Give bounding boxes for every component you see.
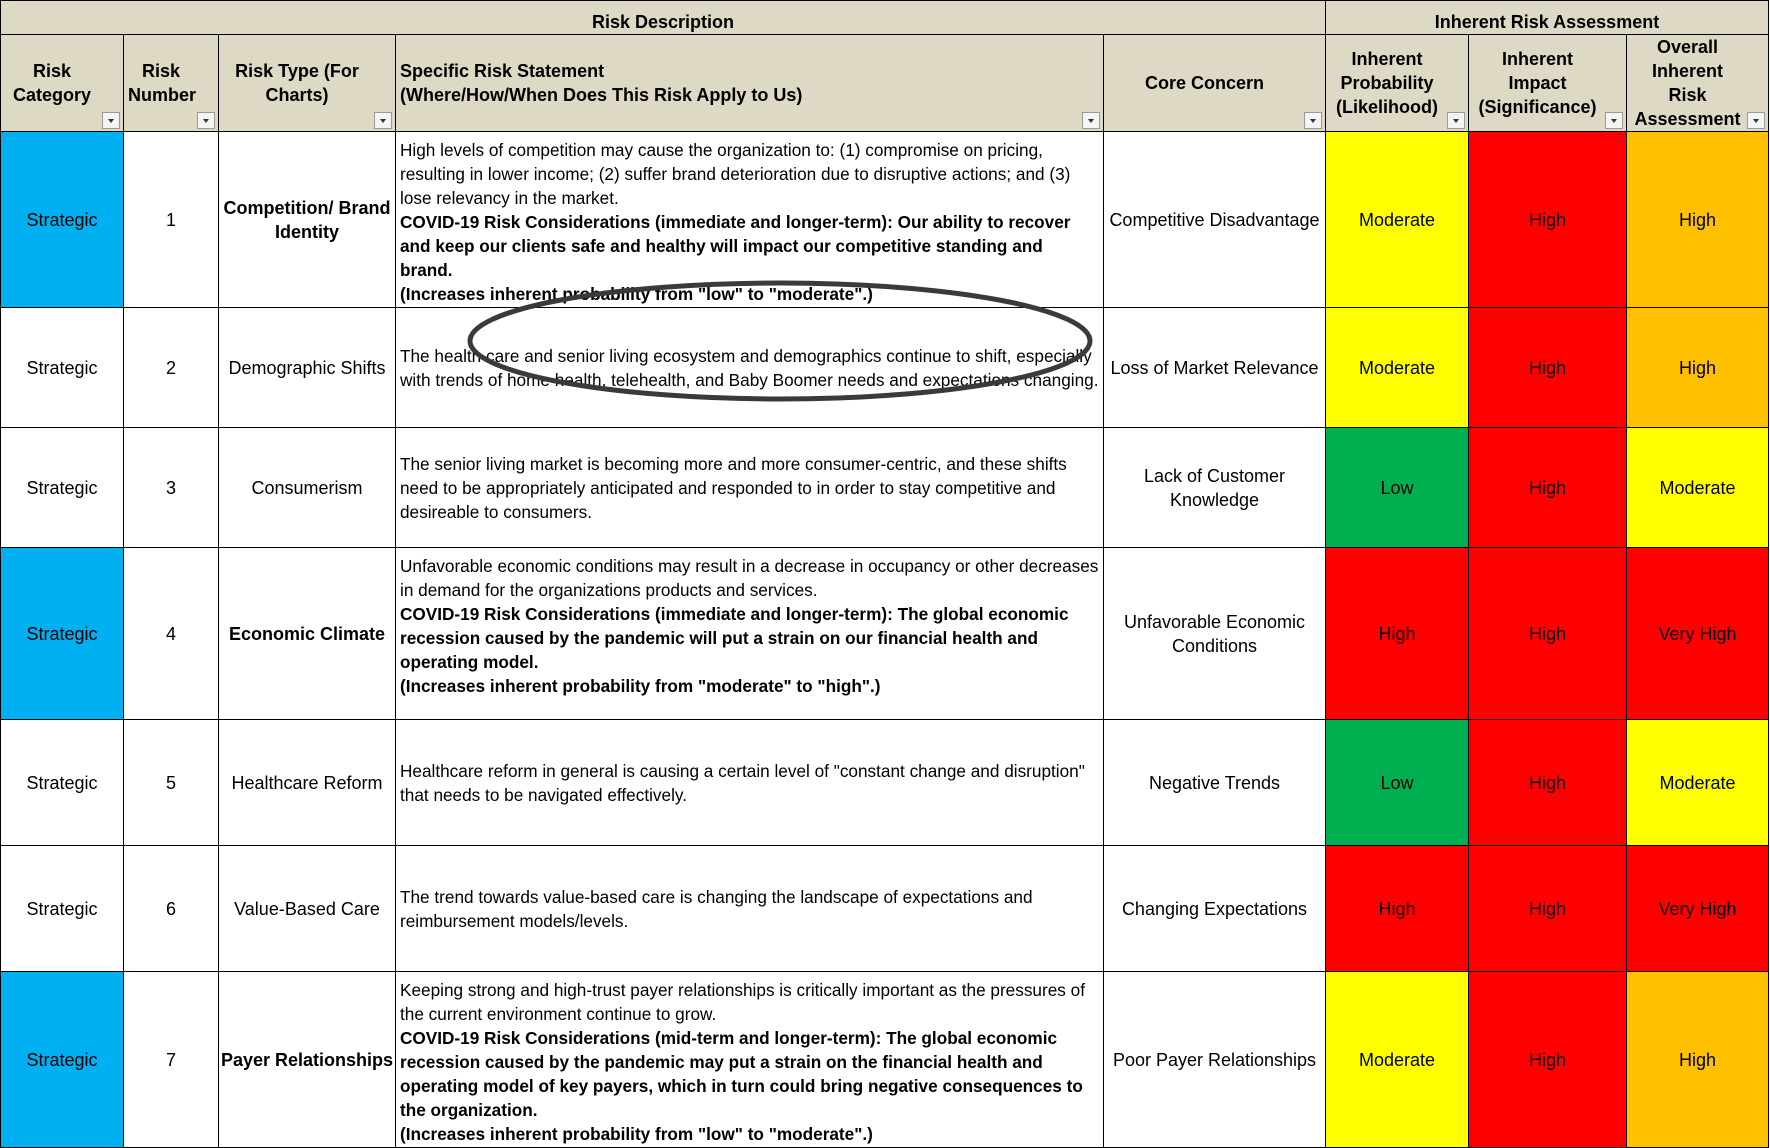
risk-category-cell[interactable]: Strategic [1,720,124,846]
covid-probability-note: (Increases inherent probability from "low" to "moderate".) [400,284,873,304]
table-row[interactable] [1,972,1769,1148]
risk-statement-cell[interactable] [396,132,1104,308]
column-header-risk-category [1,35,124,132]
risk-type-cell[interactable]: Competition/ Brand Identity [219,132,396,308]
probability-cell[interactable]: High [1326,846,1469,972]
column-header-specific-risk-statement [396,35,1104,132]
risk-number-cell[interactable]: 3 [124,428,219,548]
probability-cell[interactable]: High [1326,548,1469,720]
risk-type-cell[interactable]: Healthcare Reform [219,720,396,846]
column-header-inherent-probability [1326,35,1469,132]
risk-number-cell[interactable]: 7 [124,972,219,1148]
core-concern-cell[interactable]: Negative Trends [1104,720,1326,846]
risk-statement-text: Unfavorable economic conditions may result in a decrease in occupancy or other decreases in demand for the organizations products and services. [400,556,1099,600]
risk-category-cell[interactable]: Strategic [1,428,124,548]
covid-consideration-text: COVID-19 Risk Considerations (mid-term and longer-term): The global economic recession caused by the pandemic may put a strain on the financial health and operating model of key payers, which in turn could bring negative consequences to the organization. [400,1028,1083,1120]
column-header-label: Inherent Probability (Likelihood) [1336,49,1438,117]
probability-cell[interactable]: Moderate [1326,132,1469,308]
covid-probability-note: (Increases inherent probability from "low" to "moderate".) [400,1124,873,1144]
risk-type-cell[interactable]: Payer Relationships [219,972,396,1148]
risk-statement-cell[interactable] [396,846,1104,972]
risk-statement-cell[interactable] [396,428,1104,548]
risk-statement-text: The senior living market is becoming more and more consumer-centric, and these shifts need to be appropriately anticipated and responded to in order to stay competitive and desireable to consumers. [400,453,1067,522]
column-header-risk-type [219,35,396,132]
filter-dropdown-icon[interactable] [197,112,215,129]
column-header-risk-number [124,35,219,132]
risk-category-cell[interactable]: Strategic [1,548,124,720]
risk-statement-cell[interactable] [396,548,1104,720]
overall-assessment-cell[interactable]: High [1627,308,1769,428]
core-concern-cell[interactable]: Poor Payer Relationships [1104,972,1326,1148]
risk-category-cell[interactable]: Strategic [1,846,124,972]
column-header-overall-assessment [1627,35,1769,132]
probability-cell[interactable]: Moderate [1326,308,1469,428]
table-row[interactable] [1,428,1769,548]
impact-cell[interactable]: High [1469,846,1627,972]
risk-number-cell[interactable]: 5 [124,720,219,846]
core-concern-cell[interactable]: Loss of Market Relevance [1104,308,1326,428]
filter-dropdown-icon[interactable] [1747,112,1765,129]
core-concern-cell[interactable]: Lack of Customer Knowledge [1104,428,1326,548]
column-header-sublabel: (Where/How/When Does This Risk Apply to Us) [400,85,803,105]
risk-category-cell[interactable]: Strategic [1,308,124,428]
covid-consideration-text: COVID-19 Risk Considerations (immediate and longer-term): Our ability to recover and keep our clients safe and healthy will impact our competitive standing and brand. [400,212,1071,280]
group-header-risk-description: Risk Description [1,1,1326,35]
risk-number-cell[interactable]: 1 [124,132,219,308]
overall-assessment-cell[interactable]: Moderate [1627,720,1769,846]
core-concern-cell[interactable]: Unfavorable Economic Conditions [1104,548,1326,720]
risk-type-cell[interactable]: Value-Based Care [219,846,396,972]
filter-dropdown-icon[interactable] [1447,112,1465,129]
overall-assessment-cell[interactable]: High [1627,972,1769,1148]
column-header-label: Core Concern [1144,73,1265,93]
filter-dropdown-icon[interactable] [1304,112,1322,129]
group-header-inherent-assessment: Inherent Risk Assessment [1326,1,1769,35]
risk-statement-cell[interactable] [396,972,1104,1148]
impact-cell[interactable]: High [1469,132,1627,308]
column-header-core-concern [1104,35,1326,132]
filter-dropdown-icon[interactable] [102,112,120,129]
core-concern-cell[interactable]: Competitive Disadvantage [1104,132,1326,308]
overall-assessment-cell[interactable]: Very High [1627,846,1769,972]
probability-cell[interactable]: Low [1326,428,1469,548]
risk-statement-text: The health care and senior living ecosystem and demographics continue to shift, especially with trends of home health, telehealth, and Baby Boomer needs and expectations changing. [400,345,1099,390]
impact-cell[interactable]: High [1469,972,1627,1148]
table-row[interactable] [1,308,1769,428]
table-row[interactable] [1,846,1769,972]
risk-type-cell[interactable]: Economic Climate [219,548,396,720]
filter-dropdown-icon[interactable] [1605,112,1623,129]
column-header-label: Risk Number [128,61,197,105]
risk-statement-text: The trend towards value-based care is changing the landscape of expectations and reimbursement models/levels. [400,886,1033,931]
impact-cell[interactable]: High [1469,720,1627,846]
table-row[interactable] [1,720,1769,846]
covid-consideration-text: COVID-19 Risk Considerations (immediate and longer-term): The global economic recession caused by the pandemic will put a strain on our financial health and operating model. [400,604,1069,672]
column-header-label: Risk Category [12,61,92,105]
covid-probability-note: (Increases inherent probability from "moderate" to "high".) [400,676,881,696]
probability-cell[interactable]: Moderate [1326,972,1469,1148]
risk-statement-text: High levels of competition may cause the organization to: (1) compromise on pricing, resulting in lower income; (2) suffer brand deterioration due to disruptive actions; and (3) lose relevancy in the market. [400,140,1071,208]
overall-assessment-cell[interactable]: Moderate [1627,428,1769,548]
impact-cell[interactable]: High [1469,428,1627,548]
overall-assessment-cell[interactable]: High [1627,132,1769,308]
risk-statement-text: Keeping strong and high-trust payer relationships is critically important as the pressures of the current environment continue to grow. [400,980,1085,1024]
impact-cell[interactable]: High [1469,308,1627,428]
probability-cell[interactable]: Low [1326,720,1469,846]
risk-type-cell[interactable]: Demographic Shifts [219,308,396,428]
core-concern-cell[interactable]: Changing Expectations [1104,846,1326,972]
risk-type-cell[interactable]: Consumerism [219,428,396,548]
filter-dropdown-icon[interactable] [1082,112,1100,129]
table-row[interactable] [1,548,1769,720]
table-row[interactable] [1,132,1769,308]
risk-number-cell[interactable]: 4 [124,548,219,720]
overall-assessment-cell[interactable]: Very High [1627,548,1769,720]
column-header-label: Specific Risk Statement [400,61,605,81]
risk-statement-text: Healthcare reform in general is causing a certain level of "constant change and disruption" that needs to be navigated effectively. [400,760,1085,805]
risk-category-cell[interactable]: Strategic [1,132,124,308]
column-header-inherent-impact [1469,35,1627,132]
risk-category-cell[interactable]: Strategic [1,972,124,1148]
risk-number-cell[interactable]: 2 [124,308,219,428]
column-header-label: Overall Inherent Risk Assessment [1634,37,1741,129]
column-header-label: Risk Type (For Charts) [235,61,359,105]
impact-cell[interactable]: High [1469,548,1627,720]
column-header-label: Inherent Impact (Significance) [1478,49,1597,117]
filter-dropdown-icon[interactable] [374,112,392,129]
risk-statement-cell[interactable] [396,720,1104,846]
risk-statement-cell[interactable] [396,308,1104,428]
risk-number-cell[interactable]: 6 [124,846,219,972]
